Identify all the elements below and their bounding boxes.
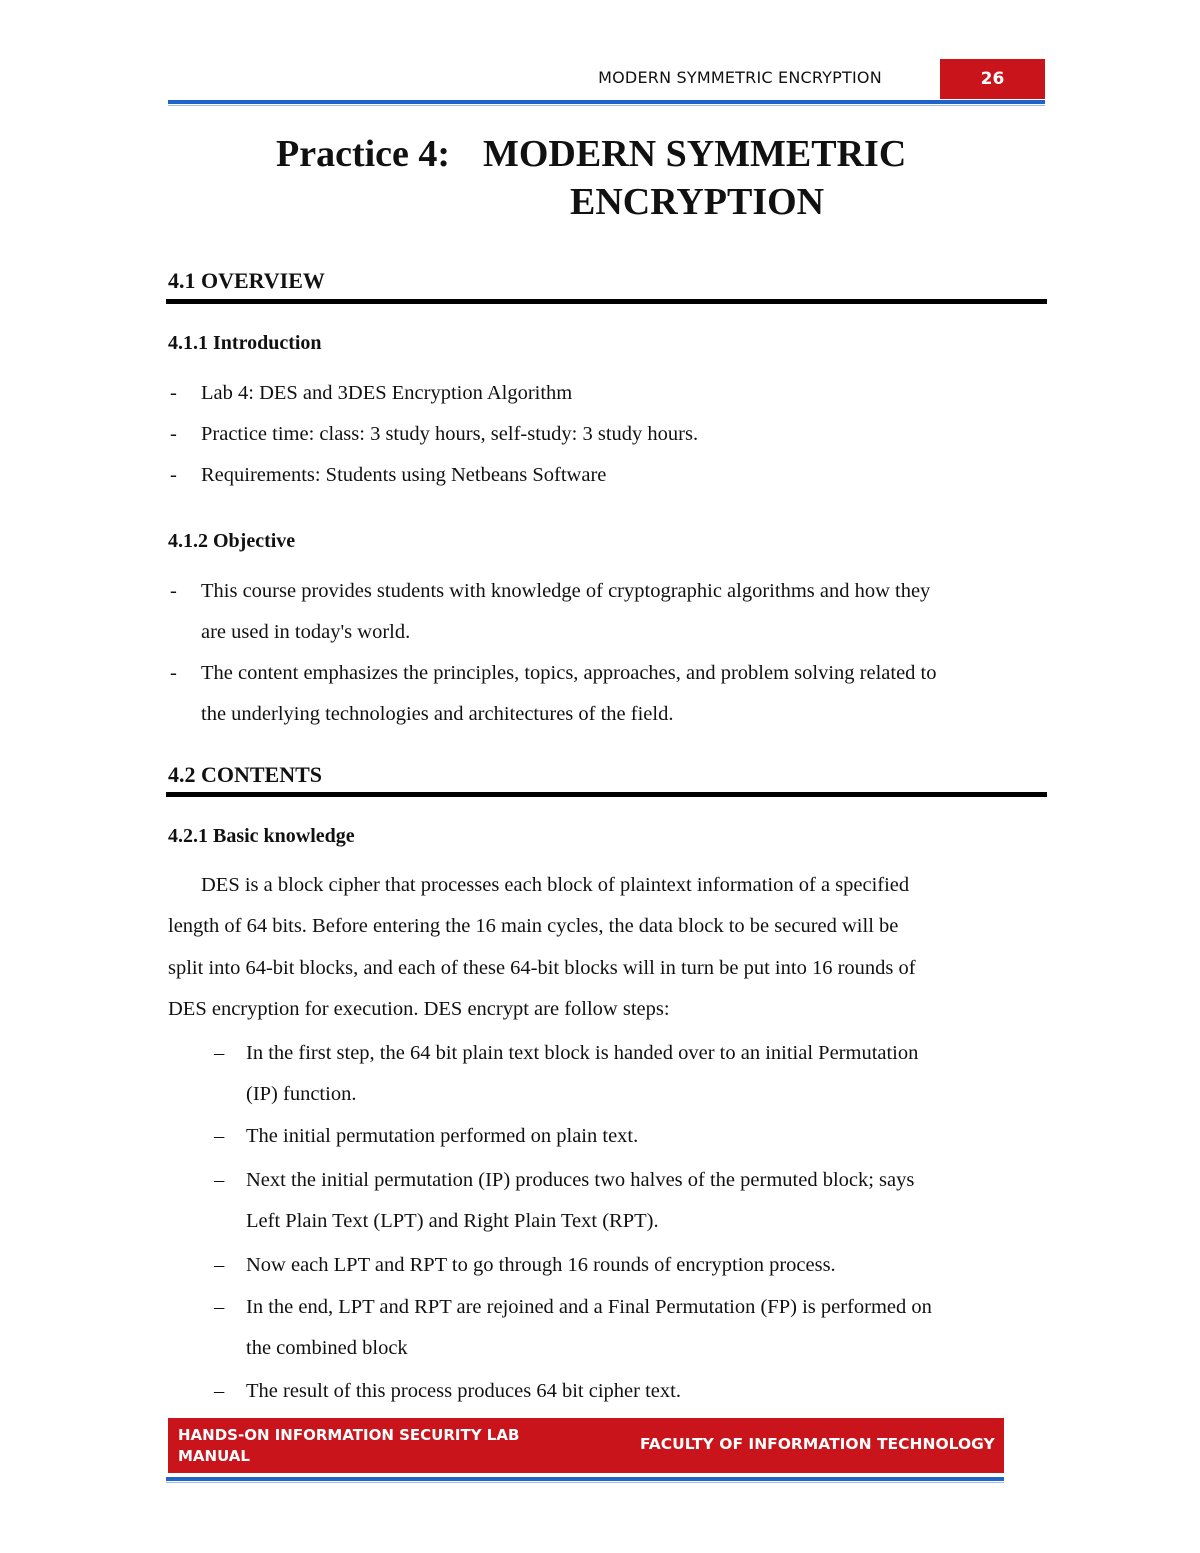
paragraph-line: DES encryption for execution. DES encrypt are follow steps: <box>168 998 670 1020</box>
footer-divider-shadow <box>166 1482 1004 1483</box>
objective-item-line: are used in today's world. <box>201 621 411 643</box>
bullet-dash: - <box>170 382 177 404</box>
chapter-title-prefix: Practice 4: <box>276 133 451 175</box>
paragraph-line: DES is a block cipher that processes each block of plaintext information of a specified <box>201 874 910 896</box>
footer-faculty: FACULTY OF INFORMATION TECHNOLOGY <box>640 1435 995 1453</box>
paragraph-line: length of 64 bits. Before entering the 16 main cycles, the data block to be secured will be <box>168 915 899 937</box>
objective-item-line: The content emphasizes the principles, topics, approaches, and problem solving related to <box>201 662 937 684</box>
subsection-heading-objective: 4.1.2 Objective <box>168 530 296 552</box>
step-line: Left Plain Text (LPT) and Right Plain Text (RPT). <box>246 1210 659 1232</box>
section-rule-overview <box>166 299 1047 304</box>
chapter-title-line1: MODERN SYMMETRIC <box>483 133 907 175</box>
running-header-title: MODERN SYMMETRIC ENCRYPTION <box>598 68 882 87</box>
section-rule-contents <box>166 792 1047 797</box>
step-line: (IP) function. <box>246 1083 357 1105</box>
page-number-badge: 26 <box>940 59 1045 99</box>
step-line: Next the initial permutation (IP) produces two halves of the permuted block; says <box>246 1169 915 1191</box>
header-divider <box>168 100 1045 104</box>
subsection-heading-basic-knowledge: 4.2.1 Basic knowledge <box>168 825 355 847</box>
step-line: The result of this process produces 64 bit cipher text. <box>246 1380 681 1402</box>
bullet-endash: – <box>214 1296 225 1318</box>
footer-manual-title: HANDS-ON INFORMATION SECURITY LAB MANUAL <box>178 1426 520 1465</box>
section-heading-contents: 4.2 CONTENTS <box>168 762 323 787</box>
paragraph-line: split into 64-bit blocks, and each of these 64-bit blocks will in turn be put into 16 rounds of <box>168 957 916 979</box>
step-line: The initial permutation performed on plain text. <box>246 1125 639 1147</box>
bullet-endash: – <box>214 1125 225 1147</box>
bullet-dash: - <box>170 423 177 445</box>
bullet-endash: – <box>214 1169 225 1191</box>
intro-item: Practice time: class: 3 study hours, self-study: 3 study hours. <box>201 423 699 445</box>
intro-item: Lab 4: DES and 3DES Encryption Algorithm <box>201 382 573 404</box>
step-line: In the end, LPT and RPT are rejoined and a Final Permutation (FP) is performed on <box>246 1296 932 1318</box>
footer-divider <box>166 1477 1004 1481</box>
header-divider-shadow <box>168 105 1045 106</box>
bullet-endash: – <box>214 1042 225 1064</box>
objective-item-line: the underlying technologies and architectures of the field. <box>201 703 674 725</box>
intro-item: Requirements: Students using Netbeans Software <box>201 464 607 486</box>
bullet-endash: – <box>214 1380 225 1402</box>
bullet-endash: – <box>214 1254 225 1276</box>
chapter-title-line2: ENCRYPTION <box>570 181 825 223</box>
bullet-dash: - <box>170 464 177 486</box>
step-line: the combined block <box>246 1337 408 1359</box>
step-line: Now each LPT and RPT to go through 16 rounds of encryption process. <box>246 1254 836 1276</box>
section-heading-overview: 4.1 OVERVIEW <box>168 268 325 293</box>
subsection-heading-introduction: 4.1.1 Introduction <box>168 332 322 354</box>
bullet-dash: - <box>170 662 177 684</box>
chapter-title <box>276 132 906 176</box>
bullet-dash: - <box>170 580 177 602</box>
step-line: In the first step, the 64 bit plain text block is handed over to an initial Permutation <box>246 1042 919 1064</box>
objective-item-line: This course provides students with knowledge of cryptographic algorithms and how they <box>201 580 931 602</box>
